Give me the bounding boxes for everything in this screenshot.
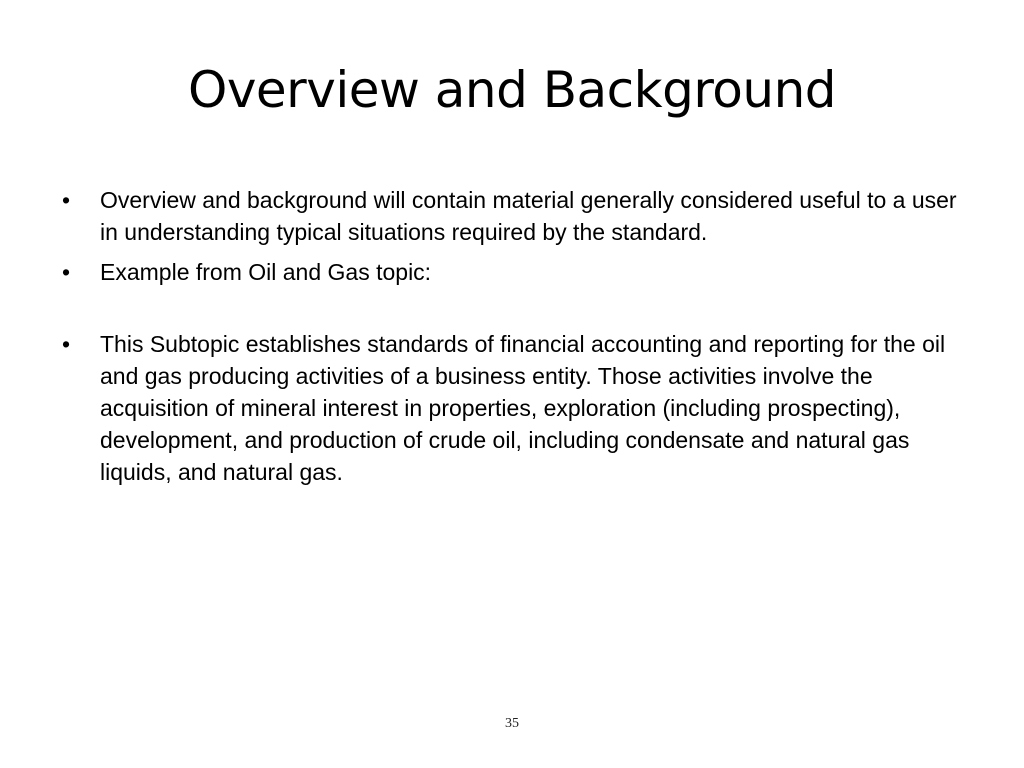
bullet-text: Overview and background will contain material generally considered useful to a user in understanding typical situations required by the standard. bbox=[100, 187, 957, 245]
bullet-item-example bbox=[62, 256, 962, 288]
bullet-icon: • bbox=[62, 331, 71, 357]
bullet-item-subtopic bbox=[62, 328, 962, 488]
bullet-icon: • bbox=[62, 187, 71, 213]
bullet-text: This Subtopic establishes standards of financial accounting and reporting for the oil and gas producing activities of a business entity. Those activities involve the acquisition of mineral interest in properties, exploration (including prospecting), development, and production of crude oil, including condensate and natural gas liquids, and natural gas. bbox=[100, 331, 946, 485]
bullet-icon: • bbox=[62, 259, 71, 285]
slide-title: Overview and Background bbox=[187, 61, 837, 119]
bullet-list bbox=[62, 184, 962, 496]
page-number: 35 bbox=[505, 716, 519, 731]
bullet-item-overview bbox=[62, 184, 962, 248]
bullet-text: Example from Oil and Gas topic: bbox=[100, 259, 432, 285]
